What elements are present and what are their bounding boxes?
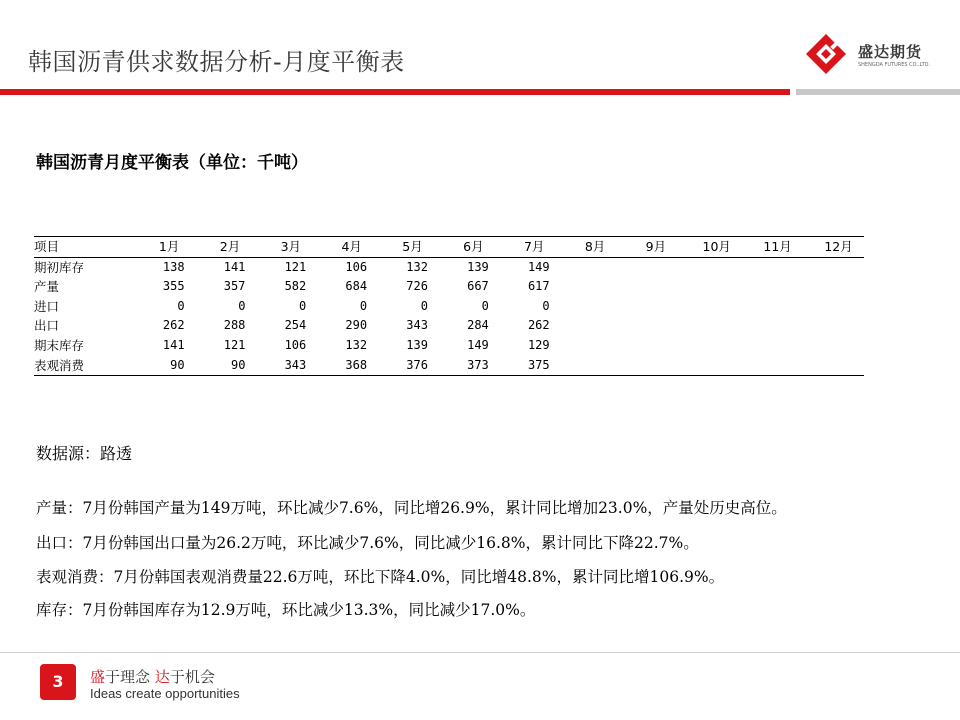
table-cell	[742, 277, 803, 297]
logo-subtitle: SHENGDA FUTURES CO.,LTD.	[858, 62, 931, 68]
column-header-month: 1月	[134, 237, 195, 258]
table-cell	[681, 277, 742, 297]
table-cell: 284	[467, 318, 489, 333]
table-cell: 355	[162, 279, 185, 294]
table-cell: 149	[527, 259, 550, 274]
commentary-inventory: 库存：7月份韩国库存为12.9万吨，环比减少13.3%，同比减少17.0%。	[36, 601, 536, 619]
table-cell	[681, 257, 742, 277]
table-cell: 684	[345, 279, 368, 294]
row-label: 期末库存	[34, 337, 85, 353]
table-cell: 726	[406, 279, 428, 294]
table-cell	[560, 356, 621, 376]
table-cell: 343	[406, 318, 428, 333]
table-row	[34, 316, 864, 336]
table-cell: 368	[316, 356, 377, 376]
table-cell: 132	[345, 337, 368, 352]
table-cell: 376	[377, 356, 438, 376]
table-cell: 290	[345, 318, 368, 333]
table-cell: 262	[162, 318, 185, 333]
table-cell: 141	[223, 259, 246, 274]
row-label: 出口	[34, 318, 60, 334]
table-cell: 0	[481, 298, 489, 313]
table-cell: 121	[223, 337, 246, 352]
header-divider-red	[0, 89, 790, 95]
table-cell	[803, 356, 864, 376]
company-logo	[800, 28, 940, 80]
column-header-month: 3月	[255, 237, 316, 258]
table-cell	[620, 316, 681, 336]
table-cell: 288	[223, 318, 246, 333]
table-cell	[742, 297, 803, 317]
table-cell: 90	[134, 356, 195, 376]
table-cell	[681, 356, 742, 376]
table-cell: 343	[255, 356, 316, 376]
table-cell: 254	[284, 318, 307, 333]
table-cell	[560, 277, 621, 297]
table-cell: 106	[284, 337, 307, 352]
column-header-month: 10月	[681, 237, 742, 258]
page-title: 韩国沥青供求数据分析-月度平衡表	[28, 48, 405, 76]
header-divider-grey	[796, 89, 960, 95]
table-cell	[560, 297, 621, 317]
table-cell: 0	[542, 298, 550, 313]
table-cell: 0	[177, 298, 185, 313]
table-cell: 357	[223, 279, 246, 294]
column-header-month: 8月	[560, 237, 621, 258]
table-cell	[803, 316, 864, 336]
table-cell: 129	[527, 337, 550, 352]
column-header-month: 9月	[620, 237, 681, 258]
table-body	[34, 257, 864, 376]
row-label: 表观消费	[34, 356, 134, 376]
slogan-english: Ideas create opportunities	[90, 686, 240, 701]
table-cell: 373	[438, 356, 499, 376]
table-cell	[620, 336, 681, 356]
table-cell: 667	[467, 279, 489, 294]
table-cell: 138	[162, 259, 185, 274]
table-row	[34, 277, 864, 297]
table-cell	[560, 257, 621, 277]
commentary-production: 产量：7月份韩国产量为149万吨，环比减少7.6%，同比增26.9%，累计同比增加23.0%，产量处历史高位。	[36, 499, 787, 517]
page-number: 3	[40, 664, 76, 700]
slogan-char-sheng: 盛	[90, 668, 106, 686]
table-cell: 0	[299, 298, 307, 313]
table-cell: 132	[406, 259, 428, 274]
table-cell: 375	[499, 356, 560, 376]
table-cell	[681, 336, 742, 356]
table-cell	[803, 336, 864, 356]
footer-divider	[0, 652, 960, 653]
table-cell: 149	[467, 337, 489, 352]
table-row	[34, 257, 864, 277]
table-cell: 90	[195, 356, 256, 376]
table-cell	[742, 257, 803, 277]
table-cell	[742, 356, 803, 376]
commentary-consumption: 表观消费：7月份韩国表观消费量22.6万吨，环比下降4.0%，同比增48.8%，累计同比增106.9%。	[36, 568, 725, 586]
table-cell	[560, 336, 621, 356]
table-cell: 582	[284, 279, 307, 294]
row-label: 进口	[34, 298, 60, 314]
column-header-month: 7月	[499, 237, 560, 258]
table-cell: 121	[284, 259, 307, 274]
table-cell: 617	[527, 279, 550, 294]
table-cell	[681, 297, 742, 317]
column-header-item: 项目	[34, 237, 134, 258]
column-header-month: 11月	[742, 237, 803, 258]
slogan-char-da: 达	[154, 668, 170, 686]
table-cell	[620, 257, 681, 277]
table-row	[34, 297, 864, 317]
column-header-month: 6月	[438, 237, 499, 258]
column-header-month: 2月	[195, 237, 256, 258]
table-cell	[742, 336, 803, 356]
table-cell: 141	[162, 337, 185, 352]
table-cell	[620, 277, 681, 297]
table-title: 韩国沥青月度平衡表（单位：千吨）	[36, 153, 308, 173]
table-row	[34, 356, 864, 376]
column-header-month: 5月	[377, 237, 438, 258]
column-header-month: 12月	[803, 237, 864, 258]
commentary-export: 出口：7月份韩国出口量为26.2万吨，环比减少7.6%，同比减少16.8%，累计同比下降22.7%。	[36, 534, 699, 552]
table-cell	[803, 297, 864, 317]
data-source: 数据源：路透	[36, 444, 133, 463]
table-cell	[620, 356, 681, 376]
table-row	[34, 336, 864, 356]
row-label: 期初库存	[34, 259, 85, 275]
balance-table	[34, 236, 864, 376]
table-cell	[681, 316, 742, 336]
slogan-text-1: 于理念	[105, 668, 155, 686]
table-cell: 139	[467, 259, 489, 274]
table-cell: 262	[527, 318, 550, 333]
table-cell	[742, 316, 803, 336]
table-cell	[620, 297, 681, 317]
table-cell: 0	[420, 298, 428, 313]
table-cell: 139	[406, 337, 428, 352]
column-header-month: 4月	[316, 237, 377, 258]
slogan-text-2: 于机会	[169, 668, 215, 686]
logo-mark-icon	[804, 32, 848, 76]
table-header-row	[34, 237, 864, 258]
table-cell: 106	[345, 259, 368, 274]
table-cell	[560, 316, 621, 336]
table-cell: 0	[359, 298, 368, 313]
row-label: 产量	[34, 279, 60, 295]
table-cell	[803, 277, 864, 297]
slogan-chinese	[90, 666, 215, 687]
logo-name: 盛达期货	[858, 43, 923, 61]
table-cell	[803, 257, 864, 277]
table-cell: 0	[238, 298, 246, 313]
